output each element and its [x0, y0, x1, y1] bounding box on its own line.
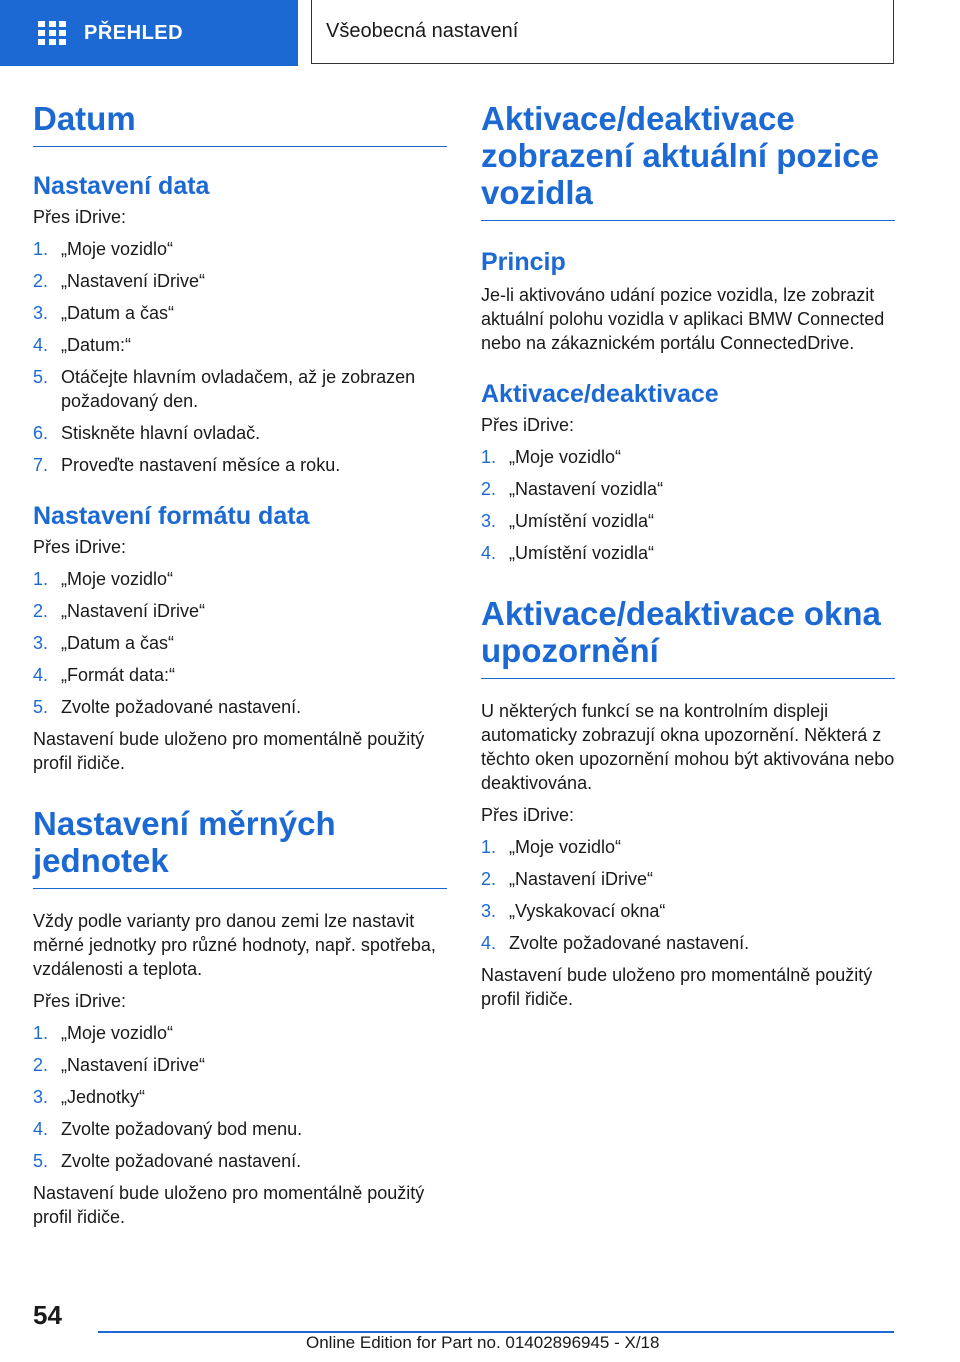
- intro-text: Přes iDrive:: [33, 991, 127, 1011]
- steps-list-nastaveni-data: [33, 237, 447, 477]
- list-item: 6. Stiskněte hlavní ovladač.: [33, 423, 261, 443]
- list-item: 2. „Nastavení iDrive“: [33, 271, 206, 291]
- body-text: Je-li aktivováno udání pozice vozidla, lze zobrazit aktuální polohu vozidla v aplikaci BMW Connected nebo na zákaznickém portálu ConnectedDrive.: [481, 285, 885, 353]
- list-item: 4. „Formát data:“: [33, 665, 176, 685]
- section-title-datum: Datum: [33, 100, 447, 147]
- list-item: 3. „Umístění vozidla“: [481, 511, 655, 531]
- footer-edition: Online Edition for Part no. 01402896945 - X/18: [306, 1333, 660, 1352]
- list-item: 2. „Nastavení iDrive“: [481, 869, 654, 889]
- subsection-title-aktivace: Aktivace/deaktivace: [481, 380, 719, 408]
- list-item: 7. Proveďte nastavení měsíce a roku.: [33, 455, 341, 475]
- intro-text: Přes iDrive:: [33, 207, 127, 227]
- list-item: 5. Zvolte požadované nastavení.: [33, 1151, 302, 1171]
- steps-list-okna: [481, 835, 895, 955]
- list-item: 1. „Moje vozidlo“: [33, 1023, 174, 1043]
- grid-icon: [38, 21, 66, 45]
- list-item: 2. „Nastavení iDrive“: [33, 601, 206, 621]
- list-item: 4. Zvolte požadované nastavení.: [481, 933, 750, 953]
- note-text: Nastavení bude uloženo pro momentálně použitý profil řidiče.: [33, 729, 425, 773]
- note-text: Nastavení bude uloženo pro momentálně použitý profil řidiče.: [33, 1183, 425, 1227]
- note-text: Nastavení bude uloženo pro momentálně použitý profil řidiče.: [481, 965, 873, 1009]
- subsection-title-format-data: Nastavení formátu data: [33, 502, 310, 530]
- overview-label: PŘEHLED: [84, 21, 184, 44]
- list-item: 1. „Moje vozidlo“: [481, 837, 622, 857]
- list-item: 4. Zvolte požadovaný bod menu.: [33, 1119, 303, 1139]
- overview-button[interactable]: [0, 0, 298, 66]
- list-item: 4. „Datum:“: [33, 335, 132, 355]
- page-header: [0, 0, 960, 66]
- list-item: 5. Otáčejte hlavním ovladačem, až je zobrazen požadovaný den.: [33, 367, 416, 411]
- list-item: 3. „Jednotky“: [33, 1087, 146, 1107]
- body-text: Vždy podle varianty pro danou zemi lze nastavit měrné jednotky pro různé hodnoty, např. spotřeba, vzdálenosti a teplota.: [33, 911, 436, 979]
- intro-text: Přes iDrive:: [481, 805, 575, 825]
- subsection-title-nastaveni-data: Nastavení data: [33, 172, 210, 200]
- list-item: 2. „Nastavení iDrive“: [33, 1055, 206, 1075]
- right-column: [481, 100, 895, 1011]
- breadcrumb-label: Všeobecná nastavení: [326, 20, 519, 42]
- intro-text: Přes iDrive:: [33, 537, 127, 557]
- page-number: 54: [33, 1300, 62, 1330]
- section-title-jednotky: Nastavení měrných jednotek: [33, 805, 447, 889]
- steps-list-aktivace: [481, 445, 895, 565]
- list-item: 4. „Umístění vozidla“: [481, 543, 655, 563]
- steps-list-format-data: [33, 567, 447, 719]
- list-item: 5. Zvolte požadované nastavení.: [33, 697, 302, 717]
- list-item: 3. „Vyskakovací okna“: [481, 901, 666, 921]
- steps-list-jednotky: [33, 1021, 447, 1173]
- list-item: 3. „Datum a čas“: [33, 633, 175, 653]
- section-title-okna: Aktivace/deaktivace okna upozornění: [481, 595, 895, 679]
- breadcrumb[interactable]: [311, 0, 894, 64]
- body-text: U některých funkcí se na kontrolním displeji automaticky zobrazují okna upozornění. Některá z těchto oken upozornění mohou být aktivována nebo deaktivována.: [481, 701, 895, 793]
- section-title-pozice: Aktivace/deaktivace zobrazení aktuální pozice vozidla: [481, 100, 895, 221]
- intro-text: Přes iDrive:: [481, 415, 575, 435]
- list-item: 1. „Moje vozidlo“: [33, 239, 174, 259]
- list-item: 2. „Nastavení vozidla“: [481, 479, 664, 499]
- left-column: [33, 100, 447, 1229]
- list-item: 1. „Moje vozidlo“: [33, 569, 174, 589]
- list-item: 3. „Datum a čas“: [33, 303, 175, 323]
- subsection-title-princip: Princip: [481, 248, 566, 276]
- list-item: 1. „Moje vozidlo“: [481, 447, 622, 467]
